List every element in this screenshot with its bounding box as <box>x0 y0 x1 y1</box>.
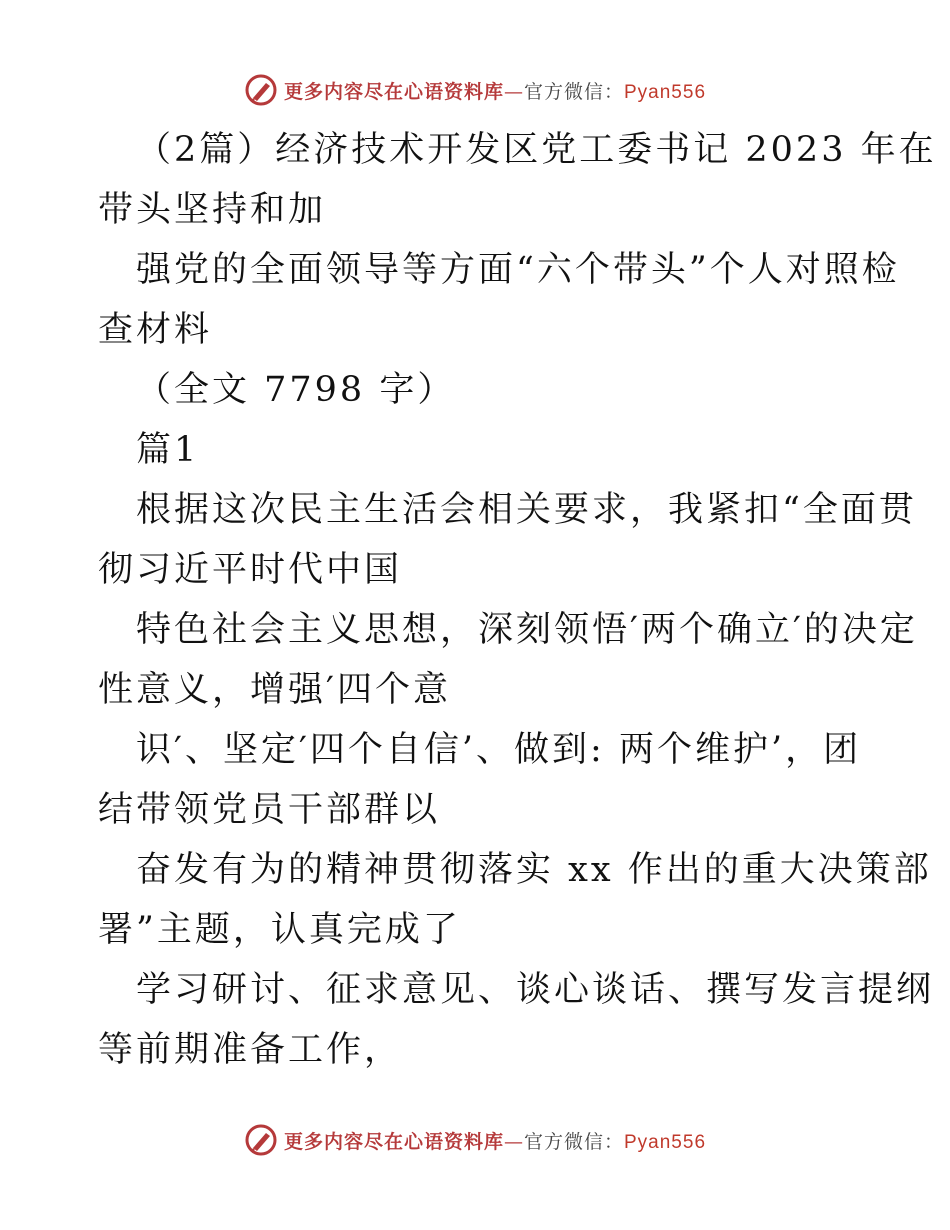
section-heading: 篇1 <box>136 430 200 470</box>
pen-logo-icon <box>244 73 278 107</box>
watermark-footer <box>0 1120 950 1160</box>
paragraph-line: 根据这次民主生活会相关要求，我紧扣“全面贯 <box>136 490 917 530</box>
watermark-main-text: 更多内容尽在心语资料库 <box>283 1130 504 1153</box>
title-line-2: 带头坚持和加 <box>98 190 327 230</box>
watermark-id: Pyan556 <box>624 1131 707 1153</box>
paragraph-line: 特色社会主义思想，深刻领悟′两个确立′的决定 <box>136 610 918 650</box>
watermark-official-label: 官方微信： <box>523 80 624 103</box>
watermark-header <box>0 70 950 110</box>
title-line-4: 查材料 <box>98 310 213 350</box>
watermark-id: Pyan556 <box>624 81 707 103</box>
paragraph-line: 学习研讨、征求意见、谈心谈话、撰写发言提纲 <box>136 970 935 1010</box>
paragraph-line: 等前期准备工作， <box>98 1030 403 1070</box>
paragraph-line: 奋发有为的精神贯彻落实 xx 作出的重大决策部 <box>136 850 932 890</box>
watermark-dash: — <box>503 1130 524 1153</box>
word-count: （全文 7798 字） <box>136 370 456 410</box>
watermark-official-label: 官方微信： <box>523 1130 624 1153</box>
paragraph-line: 署”主题，认真完成了 <box>98 910 461 950</box>
watermark-dash: — <box>503 80 524 103</box>
paragraph-line: 识′、坚定′四个自信’、做到: 两个维护’，团 <box>136 730 862 770</box>
paragraph-line: 结带领党员干部群以 <box>98 790 441 830</box>
paragraph-line: 性意义，增强′四个意 <box>98 670 451 710</box>
title-line-1: （2篇）经济技术开发区党工委书记 2023 年在 <box>136 130 937 170</box>
pen-logo-icon <box>244 1123 278 1157</box>
paragraph-line: 彻习近平时代中国 <box>98 550 403 590</box>
title-line-3: 强党的全面领导等方面“六个带头”个人对照检 <box>136 250 900 290</box>
document-body <box>98 120 937 1080</box>
watermark-main-text: 更多内容尽在心语资料库 <box>283 80 504 103</box>
